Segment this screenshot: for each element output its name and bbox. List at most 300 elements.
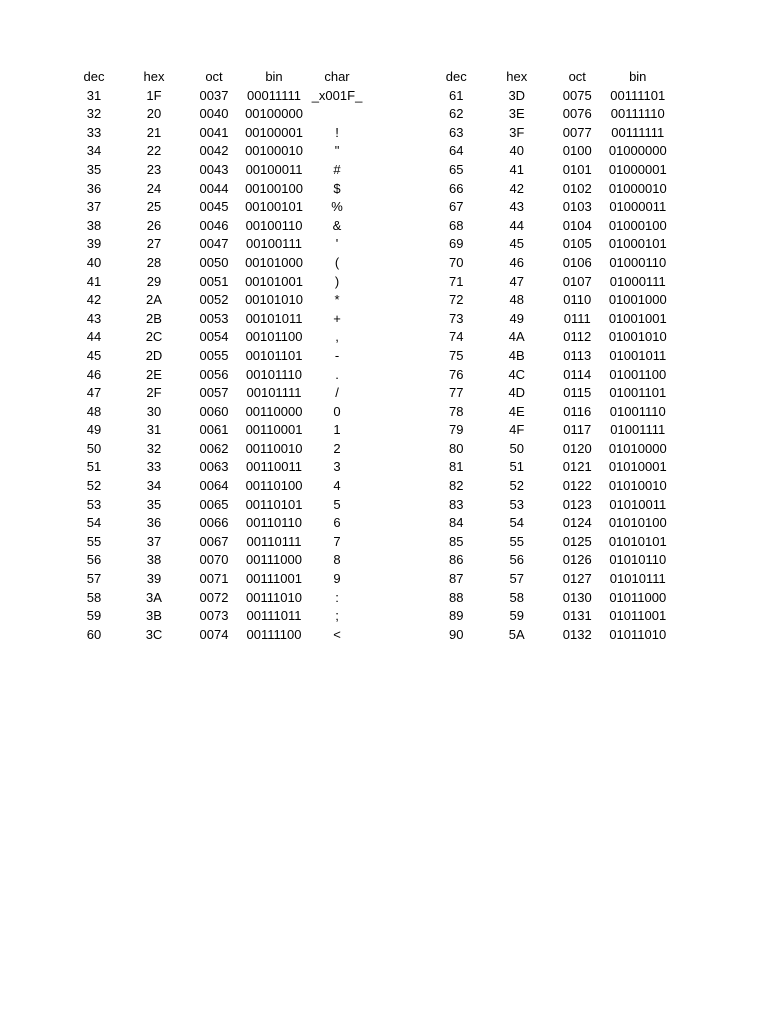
cell-bin: 00111011: [246, 608, 302, 624]
table-row: [426, 458, 668, 477]
cell-hex: 5A: [508, 626, 525, 642]
cell-hex: 4C: [508, 366, 526, 382]
cell-bin: 01000110: [609, 254, 667, 270]
cell-hex: 37: [146, 533, 162, 549]
cell-bin: 00101110: [246, 366, 302, 382]
cell-bin: 01001101: [609, 385, 667, 401]
cell-dec: 73: [449, 310, 464, 326]
cell-dec: 82: [449, 478, 464, 494]
table-row: [64, 105, 370, 124]
cell-dec: 84: [449, 515, 464, 531]
cell-bin: 01010100: [608, 515, 667, 531]
cell-oct: 0115: [563, 385, 592, 401]
cell-char: -: [334, 347, 340, 363]
cell-bin: 00111000: [246, 552, 302, 568]
cell-oct: 0124: [562, 515, 592, 531]
table-row: [64, 273, 370, 292]
header-bin: bin: [629, 69, 647, 84]
cell-hex: 41: [509, 161, 524, 177]
cell-bin: 01010001: [608, 459, 667, 475]
cell-dec: 53: [86, 496, 102, 512]
table-row: [426, 384, 668, 403]
cell-hex: 51: [509, 459, 524, 475]
cell-dec: 67: [449, 199, 464, 215]
cell-dec: 32: [86, 106, 102, 122]
table-row: [64, 626, 370, 645]
cell-hex: 29: [146, 273, 162, 289]
header-dec: dec: [83, 69, 105, 84]
cell-bin: 00111110: [610, 106, 665, 122]
cell-bin: 01001011: [609, 347, 667, 363]
cell-bin: 01000001: [608, 161, 667, 177]
cell-hex: 57: [509, 571, 524, 587]
table-row: [426, 291, 668, 310]
cell-dec: 43: [86, 310, 102, 326]
cell-dec: 31: [86, 87, 102, 103]
table-row: [426, 198, 668, 217]
cell-oct: 0112: [563, 329, 592, 345]
cell-oct: 0113: [563, 347, 592, 363]
cell-oct: 0072: [199, 589, 229, 605]
cell-dec: 33: [86, 124, 102, 140]
cell-char: *: [334, 292, 340, 308]
cell-dec: 61: [449, 87, 464, 103]
cell-dec: 68: [449, 217, 464, 233]
cell-dec: 74: [449, 329, 464, 345]
cell-oct: 0067: [199, 533, 229, 549]
cell-oct: 0070: [199, 552, 229, 568]
header-dec: dec: [445, 69, 467, 84]
cell-oct: 0126: [562, 552, 592, 568]
cell-bin: 00110100: [245, 478, 303, 494]
cell-dec: 69: [449, 236, 464, 252]
cell-bin: 00100000: [245, 106, 303, 122]
table-row: [426, 421, 668, 440]
ascii-table-right: [426, 68, 668, 644]
cell-hex: 3F: [509, 124, 525, 140]
cell-oct: 0056: [199, 366, 229, 382]
cell-bin: 01001111: [610, 422, 666, 438]
cell-dec: 34: [86, 143, 102, 159]
cell-oct: 0132: [562, 626, 592, 642]
table-row: [426, 142, 668, 161]
cell-hex: 39: [146, 571, 162, 587]
cell-dec: 47: [86, 385, 102, 401]
cell-dec: 45: [86, 347, 102, 363]
cell-oct: 0064: [199, 478, 229, 494]
cell-oct: 0071: [199, 571, 229, 587]
cell-dec: 88: [449, 589, 464, 605]
cell-bin: 00110010: [245, 440, 303, 456]
cell-bin: 01001001: [608, 310, 667, 326]
cell-char: 1: [333, 422, 341, 438]
table-row: [64, 514, 370, 533]
table-row: [426, 477, 668, 496]
cell-oct: 0074: [199, 626, 229, 642]
table-row: [64, 403, 370, 422]
cell-hex: 4F: [509, 422, 525, 438]
cell-oct: 0120: [562, 440, 592, 456]
cell-dec: 38: [86, 217, 102, 233]
table-row: [426, 347, 668, 366]
cell-dec: 50: [86, 440, 102, 456]
cell-bin: 00110001: [245, 422, 303, 438]
cell-bin: 01010000: [608, 440, 667, 456]
table-row: [426, 551, 668, 570]
cell-hex: 35: [146, 496, 162, 512]
ascii-table-left: [64, 68, 370, 644]
cell-oct: 0125: [562, 533, 592, 549]
cell-dec: 64: [449, 143, 464, 159]
cell-oct: 0041: [199, 124, 229, 140]
header-oct: oct: [205, 69, 223, 84]
table-row: [64, 570, 370, 589]
table-row: [426, 217, 668, 236]
table-row: [426, 105, 668, 124]
cell-bin: 01010110: [609, 552, 667, 568]
table-row: [64, 607, 370, 626]
table-row: [426, 310, 668, 329]
cell-hex: 49: [509, 310, 524, 326]
cell-oct: 0047: [199, 236, 229, 252]
cell-oct: 0054: [199, 329, 229, 345]
cell-bin: 00110011: [246, 459, 302, 475]
cell-hex: 55: [509, 533, 524, 549]
cell-hex: 4A: [508, 329, 525, 345]
cell-hex: 3B: [146, 608, 162, 624]
cell-bin: 01010011: [609, 496, 667, 512]
cell-hex: 45: [509, 236, 524, 252]
cell-oct: 0117: [563, 422, 592, 438]
cell-hex: 40: [509, 143, 524, 159]
cell-oct: 0053: [199, 310, 229, 326]
cell-dec: 80: [449, 440, 464, 456]
cell-oct: 0130: [562, 589, 592, 605]
cell-bin: 00100100: [245, 180, 303, 196]
cell-oct: 0055: [199, 347, 229, 363]
cell-char: &: [332, 217, 342, 233]
cell-hex: 27: [146, 236, 162, 252]
table-row: [64, 254, 370, 273]
cell-hex: 2F: [146, 385, 162, 401]
cell-oct: 0123: [562, 496, 592, 512]
cell-dec: 49: [86, 422, 102, 438]
cell-bin: 00111101: [610, 87, 666, 103]
cell-oct: 0110: [563, 292, 592, 308]
cell-hex: 58: [509, 589, 524, 605]
header-row: [64, 68, 370, 87]
cell-bin: 00111010: [246, 589, 302, 605]
table-row: [64, 477, 370, 496]
cell-char: 5: [333, 496, 341, 512]
cell-oct: 0043: [199, 161, 229, 177]
table-row: [64, 217, 370, 236]
table-row: [426, 235, 668, 254]
table-row: [426, 366, 668, 385]
cell-bin: 00100110: [245, 217, 303, 233]
cell-bin: 01011010: [609, 626, 667, 642]
cell-hex: 4E: [508, 403, 525, 419]
cell-oct: 0060: [199, 403, 229, 419]
cell-char: ': [335, 236, 339, 252]
cell-dec: 58: [86, 589, 102, 605]
cell-hex: 3E: [508, 106, 525, 122]
cell-hex: 32: [146, 440, 162, 456]
cell-hex: 2E: [146, 366, 162, 382]
cell-oct: 0111: [563, 310, 591, 326]
table-row: [64, 142, 370, 161]
cell-bin: 00110111: [246, 533, 302, 549]
cell-oct: 0037: [199, 87, 229, 103]
cell-dec: 35: [86, 161, 102, 177]
cell-dec: 89: [449, 608, 464, 624]
cell-bin: 01001100: [609, 366, 667, 382]
cell-hex: 46: [509, 254, 524, 270]
cell-oct: 0075: [562, 87, 592, 103]
cell-dec: 60: [86, 626, 102, 642]
table-row: [426, 440, 668, 459]
cell-hex: 2C: [145, 329, 163, 345]
table-row: [426, 626, 668, 645]
cell-oct: 0061: [199, 422, 229, 438]
table-row: [426, 180, 668, 199]
cell-oct: 0065: [199, 496, 229, 512]
cell-bin: 01010111: [609, 571, 666, 587]
cell-oct: 0122: [562, 478, 592, 494]
cell-dec: 57: [86, 571, 102, 587]
cell-bin: 01011000: [609, 589, 667, 605]
table-row: [426, 87, 668, 106]
cell-hex: 59: [509, 608, 524, 624]
cell-hex: 42: [509, 180, 524, 196]
cell-char: 8: [333, 552, 341, 568]
cell-char: 2: [333, 440, 341, 456]
cell-oct: 0127: [562, 571, 592, 587]
cell-char: 6: [333, 515, 341, 531]
cell-char: 3: [333, 459, 341, 475]
table-row: [426, 496, 668, 515]
cell-bin: 00101001: [245, 273, 303, 289]
cell-oct: 0045: [199, 199, 229, 215]
table-row: [64, 198, 370, 217]
cell-bin: 01001110: [609, 403, 666, 419]
cell-dec: 65: [449, 161, 464, 177]
cell-char: +: [333, 310, 341, 326]
cell-bin: 00100111: [246, 236, 302, 252]
cell-hex: 44: [509, 217, 524, 233]
cell-hex: 52: [509, 478, 524, 494]
cell-dec: 70: [449, 254, 464, 270]
cell-oct: 0057: [199, 385, 229, 401]
cell-dec: 56: [86, 552, 102, 568]
cell-oct: 0105: [562, 236, 592, 252]
cell-hex: 4D: [508, 385, 526, 401]
cell-char: (: [334, 254, 340, 270]
cell-char: [304, 105, 370, 124]
cell-hex: 2B: [146, 310, 162, 326]
cell-bin: 00110000: [245, 403, 303, 419]
cell-dec: 36: [86, 180, 102, 196]
cell-dec: 41: [86, 273, 102, 289]
cell-hex: 26: [146, 217, 162, 233]
cell-hex: 43: [509, 199, 524, 215]
cell-char: /: [335, 385, 339, 401]
cell-dec: 79: [449, 422, 464, 438]
cell-hex: 28: [146, 254, 162, 270]
cell-char: 7: [333, 533, 341, 549]
cell-oct: 0114: [563, 366, 592, 382]
cell-oct: 0046: [199, 217, 229, 233]
cell-dec: 37: [86, 199, 102, 215]
cell-oct: 0042: [199, 143, 229, 159]
cell-oct: 0062: [199, 440, 229, 456]
cell-dec: 51: [86, 459, 102, 475]
cell-bin: 01010010: [608, 478, 667, 494]
cell-oct: 0102: [562, 180, 592, 196]
cell-char: ): [334, 273, 340, 289]
cell-oct: 0073: [199, 608, 229, 624]
table-row: [426, 570, 668, 589]
header-bin: bin: [265, 69, 283, 84]
cell-bin: 01001010: [608, 329, 667, 345]
cell-oct: 0044: [199, 180, 229, 196]
cell-dec: 90: [449, 626, 464, 642]
table-row: [426, 589, 668, 608]
cell-hex: 2D: [145, 347, 163, 363]
table-row: [426, 533, 668, 552]
header-hex: hex: [506, 69, 528, 84]
cell-dec: 54: [86, 515, 102, 531]
cell-oct: 0050: [199, 254, 229, 270]
cell-bin: 00110110: [246, 515, 302, 531]
cell-bin: 00101000: [245, 254, 303, 270]
cell-bin: 01011001: [609, 608, 667, 624]
cell-char: !: [335, 124, 339, 140]
table-row: [64, 310, 370, 329]
table-row: [426, 161, 668, 180]
table-row: [64, 124, 370, 143]
cell-oct: 0066: [199, 515, 229, 531]
cell-dec: 71: [449, 273, 464, 289]
cell-oct: 0121: [562, 459, 592, 475]
cell-hex: 54: [509, 515, 524, 531]
cell-char: .: [335, 366, 339, 382]
table-row: [64, 533, 370, 552]
cell-bin: 00110101: [245, 496, 303, 512]
cell-dec: 46: [86, 366, 102, 382]
table-row: [64, 440, 370, 459]
cell-hex: 4B: [508, 347, 525, 363]
cell-dec: 81: [449, 459, 464, 475]
cell-hex: 3D: [508, 87, 526, 103]
table-row: [426, 607, 668, 626]
cell-bin: 00101011: [245, 310, 303, 326]
table-row: [64, 458, 370, 477]
cell-hex: 38: [146, 552, 162, 568]
table-row: [426, 328, 668, 347]
cell-hex: 21: [146, 124, 162, 140]
cell-dec: 66: [449, 180, 464, 196]
cell-oct: 0100: [562, 143, 592, 159]
cell-char: :: [335, 589, 339, 605]
cell-oct: 0103: [562, 199, 592, 215]
cell-dec: 87: [449, 571, 464, 587]
table-row: [64, 328, 370, 347]
cell-oct: 0052: [199, 292, 229, 308]
cell-hex: 48: [509, 292, 524, 308]
cell-dec: 39: [86, 236, 102, 252]
cell-dec: 42: [86, 292, 102, 308]
cell-oct: 0101: [562, 161, 592, 177]
cell-char: $: [333, 180, 341, 196]
cell-dec: 55: [86, 533, 102, 549]
cell-hex: 20: [146, 106, 162, 122]
cell-hex: 22: [146, 143, 162, 159]
table-row: [426, 273, 668, 292]
cell-dec: 62: [449, 106, 464, 122]
cell-dec: 44: [86, 329, 102, 345]
cell-oct: 0063: [199, 459, 229, 475]
table-row: [64, 551, 370, 570]
cell-char: ,: [335, 329, 339, 345]
cell-bin: 00100101: [245, 199, 303, 215]
cell-dec: 59: [86, 608, 102, 624]
table-row: [64, 291, 370, 310]
cell-hex: 3A: [146, 589, 162, 605]
cell-hex: 34: [146, 478, 162, 494]
cell-char: #: [333, 161, 341, 177]
cell-char: <: [333, 626, 341, 642]
cell-hex: 30: [146, 403, 162, 419]
cell-char: _x001F_: [311, 87, 363, 103]
cell-dec: 86: [449, 552, 464, 568]
cell-hex: 56: [509, 552, 524, 568]
cell-char: 9: [333, 571, 341, 587]
cell-bin: 00101101: [245, 347, 303, 363]
cell-dec: 83: [449, 496, 464, 512]
table-row: [64, 180, 370, 199]
cell-char: %: [331, 199, 343, 215]
cell-char: 0: [333, 403, 341, 419]
cell-dec: 77: [449, 385, 464, 401]
cell-hex: 33: [146, 459, 162, 475]
table-row: [64, 384, 370, 403]
cell-oct: 0040: [199, 106, 229, 122]
cell-oct: 0131: [562, 608, 592, 624]
header-hex: hex: [143, 69, 165, 84]
table-row: [426, 514, 668, 533]
cell-bin: 00101111: [246, 385, 302, 401]
cell-bin: 00111111: [611, 124, 665, 140]
cell-oct: 0051: [199, 273, 229, 289]
cell-dec: 78: [449, 403, 464, 419]
table-row: [64, 496, 370, 515]
table-row: [64, 366, 370, 385]
cell-dec: 63: [449, 124, 464, 140]
table-row: [64, 235, 370, 254]
cell-char: ;: [335, 608, 339, 624]
cell-oct: 0077: [562, 124, 592, 140]
table-row: [64, 347, 370, 366]
cell-hex: 3C: [145, 626, 163, 642]
header-char: char: [324, 69, 350, 84]
cell-bin: 01000111: [609, 273, 666, 289]
cell-dec: 40: [86, 254, 102, 270]
cell-bin: 00111100: [246, 626, 302, 642]
cell-bin: 00101010: [245, 292, 303, 308]
cell-hex: 31: [146, 422, 162, 438]
table-row: [64, 87, 370, 106]
